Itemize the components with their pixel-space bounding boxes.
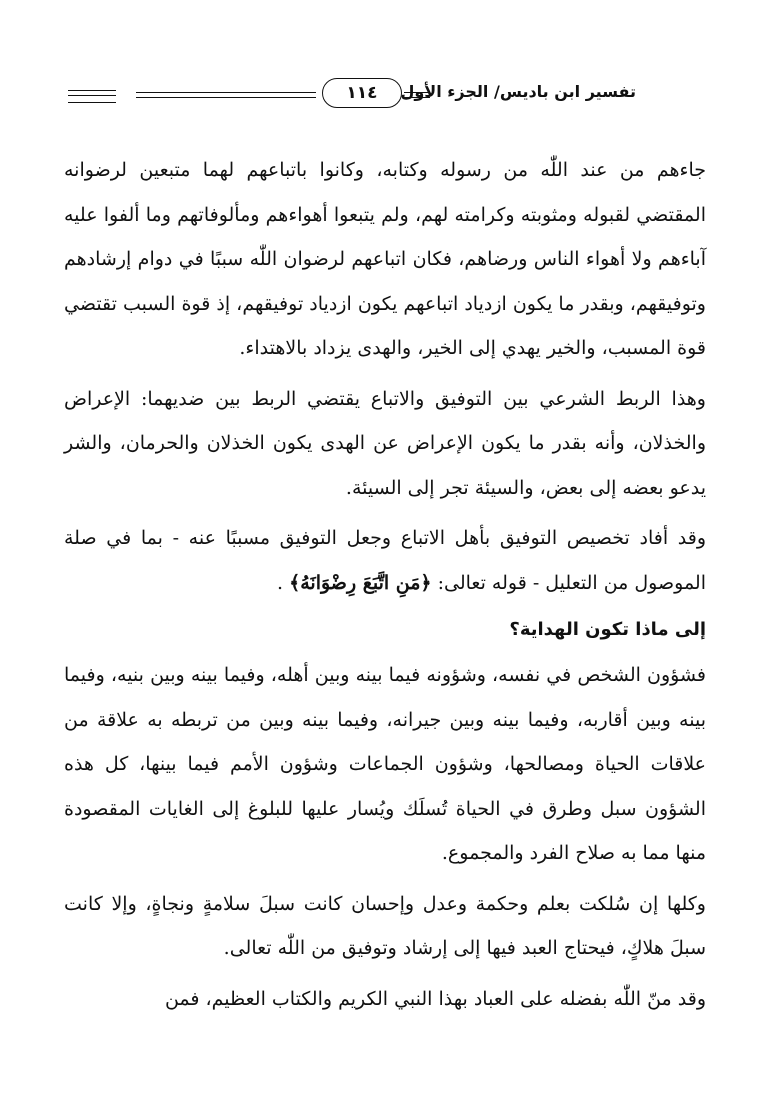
paragraph: فشؤون الشخص في نفسه، وشؤونه فيما بينه وبين أهله، وفيما بينه وبين بنيه، وفيما بينه وبين أقاربه، وفيما بينه وبين جيرانه، وفيما بينه وبين من تربطه به علاقة من علاقات الحياة ومصالحها، وشؤون الجماعات وشؤون الأمم فيما بينها، كل هذه الشؤون سبل وطرق في الحياة تُسلَك ويُسار عليها للبلوغ إلى الغايات المقصودة منها مما به صلاح الفرد والمجموع. bbox=[64, 664, 706, 864]
running-header bbox=[68, 78, 708, 114]
section-heading: إلى ماذا تكون الهداية؟ bbox=[509, 619, 706, 640]
page-number: ١١٤ bbox=[322, 78, 402, 108]
header-rule bbox=[404, 92, 430, 93]
paragraph: وهذا الربط الشرعي بين التوفيق والاتباع يقتضي الربط بين ضديهما: الإعراض والخذلان، وأنه بقدر ما يكون الإعراض عن الهدى يكون الخذلان والحرمان، والشر يدعو بعضه إلى بعض، والسيئة تجر إلى السيئة. bbox=[64, 387, 706, 499]
paragraph bbox=[64, 516, 706, 605]
paragraph-text: وقد أفاد تخصيص التوفيق بأهل الاتباع وجعل التوفيق مسببًا عنه - بما في صلة الموصول من التعليل - قوله تعالى: bbox=[64, 527, 706, 594]
body-text bbox=[64, 148, 706, 1021]
header-rule bbox=[136, 97, 316, 98]
paragraph: جاءهم من عند اللّٰه من رسوله وكتابه، وكانوا باتباعهم لهما متبعين لرضوانه المقتضي لقبوله ومثوبته وكرامته لهم، ولم يتبعوا أهواءهم ومألوفاتهم وما ألفوا عليه آباءهم ولا أهواء الناس ورضاهم، فكان اتباعهم لرضوان اللّٰه سببًا في دوام إرشادهم وتوفيقهم، وبقدر ما يكون ازدياد اتباعهم يكون ازدياد توفيقهم، إذ قوة السبب تقتضي قوة المسبب، والخير يهدي إلى الخير، والهدى يزداد بالاهتداء. bbox=[64, 159, 706, 359]
header-rule bbox=[68, 90, 116, 91]
paragraph-end: . bbox=[277, 571, 284, 594]
header-rule bbox=[136, 92, 316, 93]
book-title: تفسير ابن باديس/ الجزء الأول bbox=[400, 82, 636, 101]
header-rule bbox=[404, 97, 430, 98]
paragraph: وقد منّ اللّٰه بفضله على العباد بهذا النبي الكريم والكتاب العظيم، فمن bbox=[164, 987, 706, 1010]
quran-quote: ﴿مَنِ اتَّبَعَ رِضْوَانَهُ﴾ bbox=[289, 571, 432, 594]
header-rule bbox=[68, 102, 116, 103]
header-rule bbox=[68, 95, 116, 96]
paragraph: وكلها إن سُلكت بعلم وحكمة وعدل وإحسان كانت سبلَ سلامةٍ ونجاةٍ، وإلا كانت سبلَ هلاكٍ، فيحتاج العبد فيها إلى إرشاد وتوفيق من اللّٰه تعالى. bbox=[64, 892, 706, 959]
